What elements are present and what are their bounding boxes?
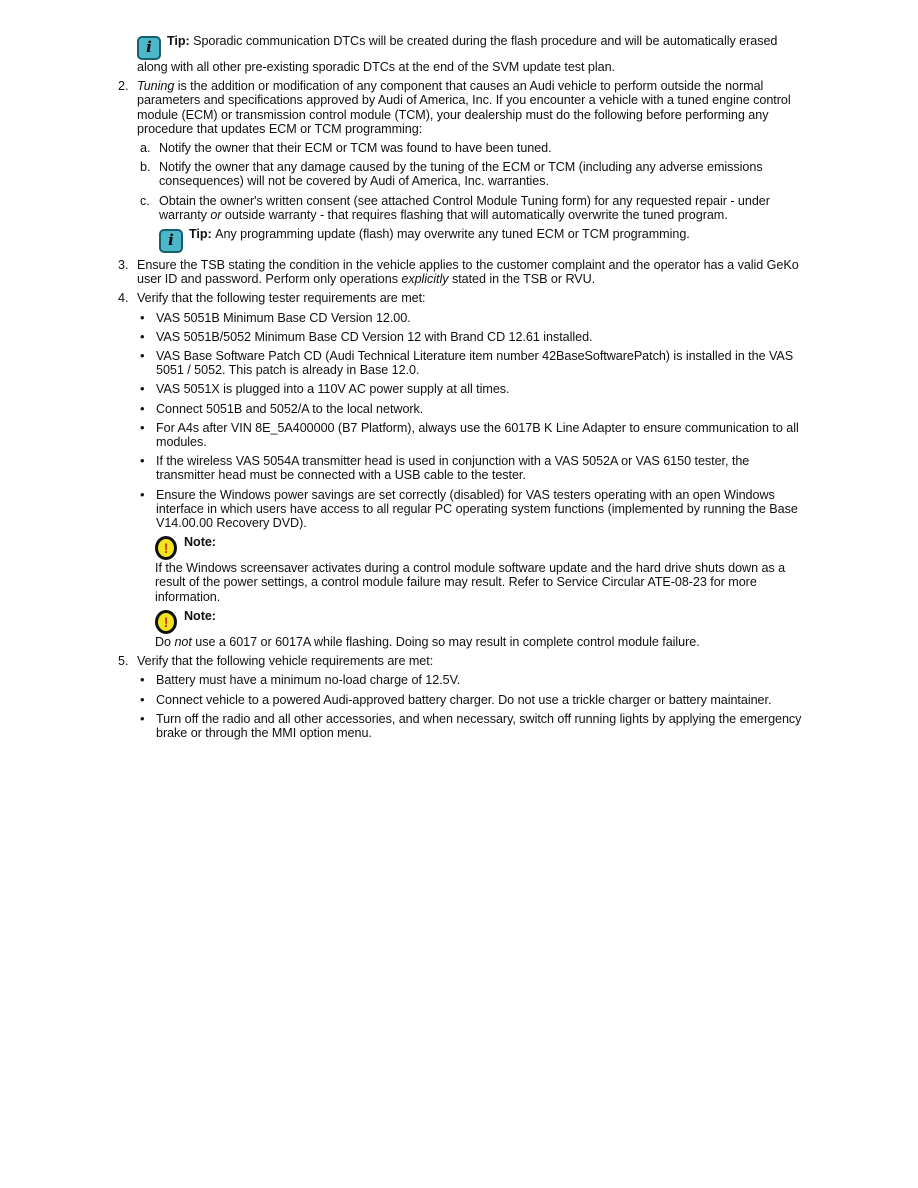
text-segment: outside warranty - that requires flashing that will automatically overwrite the tuned program. xyxy=(221,207,728,222)
list-item-bullet xyxy=(140,402,805,416)
text-segment: VAS 5051B Minimum Base CD Version 12.00. xyxy=(156,310,411,325)
list-marker: c. xyxy=(140,193,150,208)
bullet-glyph: • xyxy=(140,328,145,344)
list-item-bullet xyxy=(140,712,805,740)
list-item-numbered xyxy=(118,79,805,136)
text-segment: explicitly xyxy=(401,272,449,287)
text-segment: Ensure the TSB stating the condition in the vehicle applies to the customer complaint and the operator has a valid GeKo user ID and password. Perform only operations xyxy=(137,258,799,287)
text-segment: Verify that the following tester requirements are met: xyxy=(137,291,426,306)
note-body xyxy=(155,635,805,649)
text-segment: or xyxy=(210,207,222,222)
list-item-bullet xyxy=(140,454,805,482)
list-item-numbered xyxy=(118,654,805,668)
bullet-glyph: • xyxy=(140,486,145,502)
text-segment: For A4s after VIN 8E_5A400000 (B7 Platform), always use the 6017B K Line Adapter to ensure communication to all modules. xyxy=(156,420,799,450)
list-marker: a. xyxy=(140,141,151,156)
list-item-bullet xyxy=(140,421,805,449)
bullet-glyph: • xyxy=(140,691,145,707)
text-segment: Tuning xyxy=(137,79,175,94)
text-segment: is the addition or modification of any component that causes an Audi vehicle to perform outside the normal parameters and specifications approved by Audi of America, Inc. If you encounter a vehicle with a tuned engine control module (ECM) or transmission control module (TCM), your dealership must do the following before performing any procedure that updates ECM or TCM programming: xyxy=(137,79,791,136)
list-marker: 3. xyxy=(118,258,129,273)
list-item-bullet xyxy=(140,311,805,325)
info-icon: i xyxy=(159,229,183,253)
list-marker: 5. xyxy=(118,654,129,669)
bullet-glyph: • xyxy=(140,309,145,325)
text-segment: Notify the owner that their ECM or TCM was found to have been tuned. xyxy=(159,141,552,156)
list-marker: 4. xyxy=(118,291,129,306)
bullet-glyph: • xyxy=(140,348,145,364)
list-item-bullet xyxy=(140,693,805,707)
text-segment: use a 6017 or 6017A while flashing. Doing so may result in complete control module failure. xyxy=(191,634,700,649)
text-segment: Ensure the Windows power savings are set correctly (disabled) for VAS testers operating with an open Windows interface in which users have access to all regular PC operating system functions (implemented by running the Base V14.00.00 Recovery DVD). xyxy=(156,487,798,531)
note-header xyxy=(155,609,805,634)
text-segment: Sporadic communication DTCs will be created during the flash procedure and will be automatically erased along with all other pre-existing sporadic DTCs at the end of the SVM update test plan. xyxy=(137,34,778,74)
list-item-bullet xyxy=(140,382,805,396)
text-segment: If the Windows screensaver activates during a control module software update and the hard drive shuts down as a result of the power settings, a control module failure may result. Refer to Service Circular ATE-08-23 for more information. xyxy=(155,561,786,604)
text-segment: Verify that the following vehicle requirements are met: xyxy=(137,654,434,669)
list-item-bullet xyxy=(140,488,805,531)
text-segment: Battery must have a minimum no-load charge of 12.5V. xyxy=(156,673,461,688)
list-item-numbered xyxy=(118,258,805,286)
warning-icon: ! xyxy=(155,536,177,560)
text-segment: Notify the owner that any damage caused by the tuning of the ECM or TCM (including any adverse emissions consequences) will not be covered by Audi of America, Inc. warranties. xyxy=(159,160,763,189)
tip-callout xyxy=(159,227,805,253)
list-item-lettered xyxy=(140,160,805,188)
note-header xyxy=(155,535,805,560)
text-segment: Connect 5051B and 5052/A to the local network. xyxy=(156,401,424,416)
note-label: Note: xyxy=(184,608,216,623)
list-item-bullet xyxy=(140,349,805,377)
text-segment: If the wireless VAS 5054A transmitter head is used in conjunction with a VAS 5052A or VAS 6150 tester, the transmitter head must be connected with a USB cable to the tester. xyxy=(156,454,750,483)
list-item-lettered xyxy=(140,194,805,222)
text-segment: Turn off the radio and all other accessories, and when necessary, switch off running lights by applying the emergency brake or through the MMI option menu. xyxy=(156,711,802,740)
tip-label: Tip: xyxy=(189,227,216,242)
note-callout xyxy=(155,535,805,604)
text-segment: VAS 5051X is plugged into a 110V AC power supply at all times. xyxy=(156,382,510,397)
bullet-glyph: • xyxy=(140,381,145,397)
list-item-bullet xyxy=(140,673,805,687)
text-segment: stated in the TSB or RVU. xyxy=(448,272,596,287)
info-icon: i xyxy=(137,36,161,60)
list-item-lettered xyxy=(140,141,805,155)
document-page xyxy=(118,34,805,745)
list-marker: b. xyxy=(140,160,151,175)
note-body xyxy=(155,561,805,604)
bullet-glyph: • xyxy=(140,672,145,688)
bullet-glyph: • xyxy=(140,710,145,726)
bullet-glyph: • xyxy=(140,419,145,435)
note-callout xyxy=(155,609,805,649)
list-marker: 2. xyxy=(118,79,129,94)
list-item-bullet xyxy=(140,330,805,344)
text-segment: Connect vehicle to a powered Audi-approved battery charger. Do not use a trickle charger or battery maintainer. xyxy=(156,692,772,707)
text-segment: VAS Base Software Patch CD (Audi Technical Literature item number 42BaseSoftwarePatch) is installed in the VAS 5051 / 5052. This patch is already in Base 12.0. xyxy=(156,349,794,378)
note-label: Note: xyxy=(184,535,216,550)
list-item-numbered xyxy=(118,291,805,305)
text-segment: Obtain the owner's written consent (see attached Control Module Tuning form) for any requested repair - under warranty xyxy=(159,193,770,222)
tip-callout xyxy=(137,34,805,74)
warning-icon: ! xyxy=(155,610,177,634)
bullet-glyph: • xyxy=(140,400,145,416)
tip-label: Tip: xyxy=(167,34,194,48)
text-segment: Any programming update (flash) may overwrite any tuned ECM or TCM programming. xyxy=(215,227,690,242)
text-segment: not xyxy=(174,634,192,649)
bullet-glyph: • xyxy=(140,453,145,469)
text-segment: VAS 5051B/5052 Minimum Base CD Version 12 with Brand CD 12.61 installed. xyxy=(156,329,593,344)
text-segment: Do xyxy=(155,634,175,649)
